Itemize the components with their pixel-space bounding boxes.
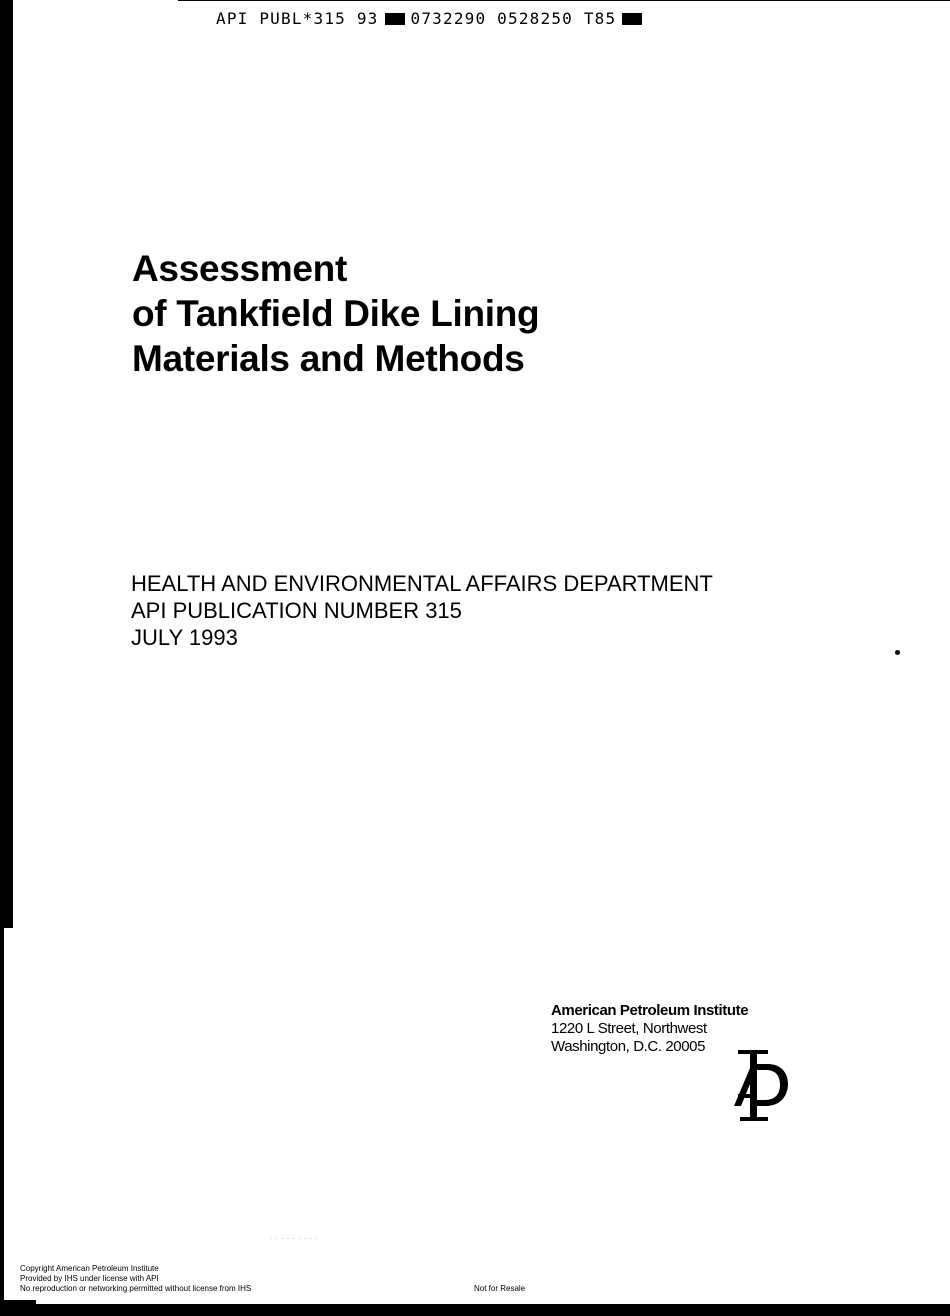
scan-noise: · · · · · · · · · xyxy=(270,1236,319,1242)
top-rule xyxy=(178,0,950,1)
scan-edge-bottom xyxy=(0,1304,950,1316)
department-name: HEALTH AND ENVIRONMENTAL AFFAIRS DEPARTMENT xyxy=(131,571,713,596)
publication-number: API PUBLICATION NUMBER 315 xyxy=(131,598,462,623)
document-title xyxy=(132,246,539,381)
license-line: Provided by IHS under license with API xyxy=(20,1274,159,1283)
reproduction-line: No reproduction or networking permitted without license from IHS xyxy=(20,1284,252,1293)
not-for-resale: Not for Resale xyxy=(474,1284,526,1293)
publisher-address xyxy=(551,1002,748,1056)
publisher-name: American Petroleum Institute xyxy=(551,1002,749,1019)
redaction-block xyxy=(385,13,405,25)
document-code-part-1: API PUBL*315 93 xyxy=(216,9,379,28)
document-code-part-2: 0732290 0528250 T85 xyxy=(410,9,617,28)
title-line-3: Materials and Methods xyxy=(132,338,525,379)
title-line-2: of Tankfield Dike Lining xyxy=(132,293,540,334)
api-logo-icon xyxy=(728,1044,790,1124)
publisher-street: 1220 L Street, Northwest xyxy=(551,1020,707,1037)
title-line-1: Assessment xyxy=(132,248,348,289)
scan-edge-left-lower xyxy=(0,928,4,1308)
department-block xyxy=(131,570,713,651)
scan-speck xyxy=(895,650,900,655)
document-code xyxy=(216,8,648,30)
scan-edge-left xyxy=(0,0,13,928)
redaction-block xyxy=(622,13,642,25)
copyright-notice xyxy=(20,1264,251,1294)
publisher-city: Washington, D.C. 20005 xyxy=(551,1038,706,1055)
copyright-line: Copyright American Petroleum Institute xyxy=(20,1264,159,1273)
publication-date: JULY 1993 xyxy=(131,625,238,650)
